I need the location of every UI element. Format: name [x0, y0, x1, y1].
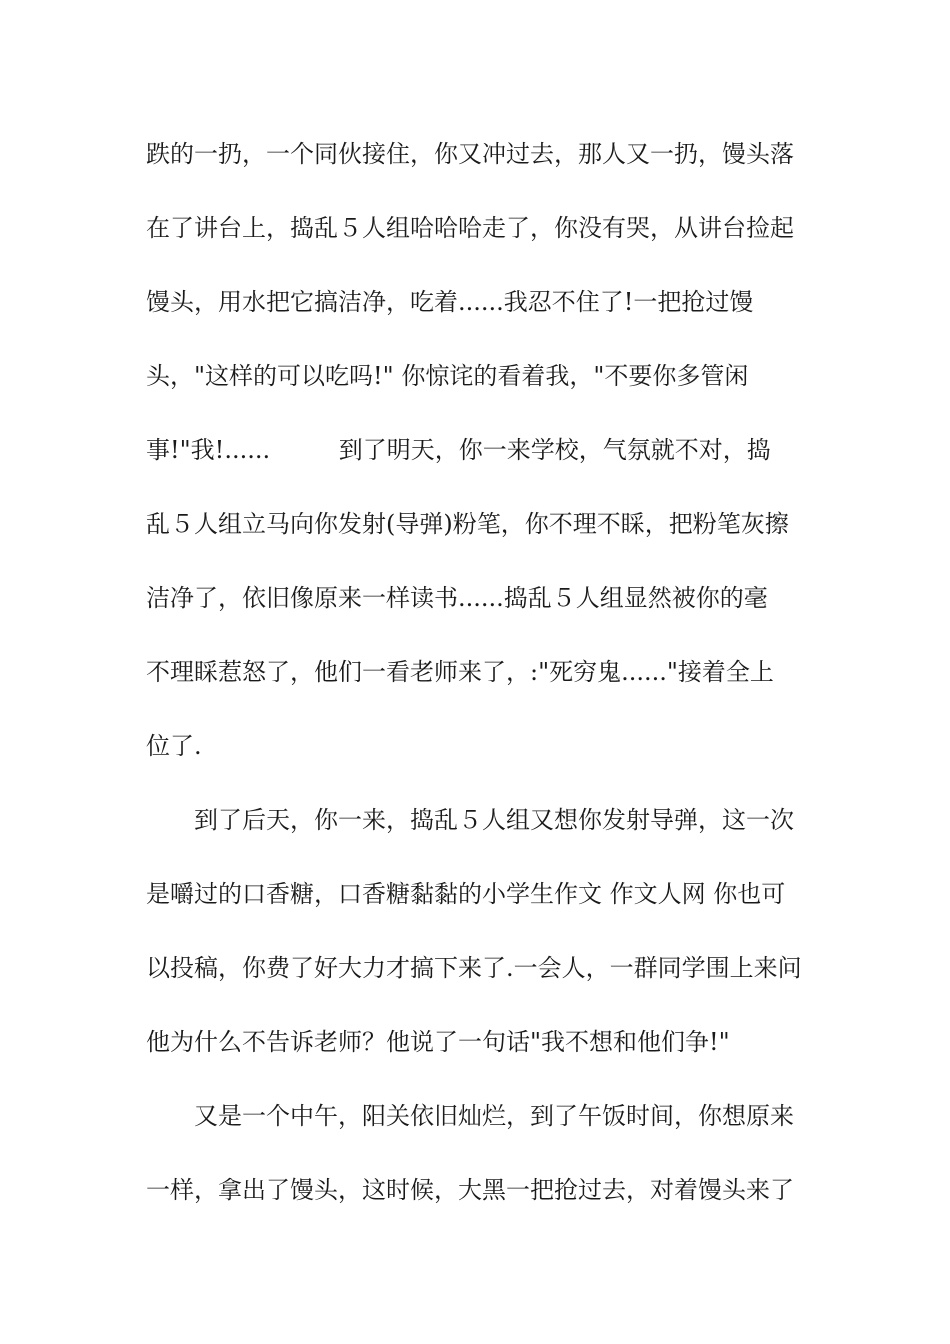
- text-line: 头，"这样的可以吃吗!" 你惊诧的看着我，"不要你多管闲: [146, 362, 749, 390]
- text-line: 乱５人组立马向你发射(导弹)粉笔，你不理不睬，把粉笔灰擦: [146, 510, 789, 538]
- text-line: 位了.: [146, 732, 202, 760]
- paragraph-first-line: 又是一个中午，阳关依旧灿烂，到了午饭时间，你想原来: [194, 1102, 794, 1130]
- text-line: 在了讲台上，捣乱５人组哈哈哈走了，你没有哭，从讲台捡起: [146, 214, 794, 242]
- text-line: 洁净了，依旧像原来一样读书......捣乱５人组显然被你的毫: [146, 584, 768, 612]
- text-line: 一样，拿出了馒头，这时候，大黑一把抢过去，对着馒头来了: [146, 1176, 794, 1204]
- text-line: 跌的一扔，一个同伙接住，你又冲过去，那人又一扔，馒头落: [146, 140, 794, 168]
- paragraph-first-line: 到了后天，你一来，捣乱５人组又想你发射导弹，这一次: [194, 806, 794, 834]
- text-line: 以投稿，你费了好大力才搞下来了.一会人，一群同学围上来问: [146, 954, 802, 982]
- text-line: 是嚼过的口香糖，口香糖黏黏的小学生作文 作文人网 你也可: [146, 880, 786, 908]
- text-line: 事!"我!...... 到了明天，你一来学校，气氛就不对，捣: [146, 436, 771, 464]
- text-line: 他为什么不告诉老师？他说了一句话"我不想和他们争!": [146, 1028, 730, 1056]
- text-line: 不理睬惹怒了，他们一看老师来了，:"死穷鬼......"接着全上: [146, 658, 774, 686]
- text-line: 馒头，用水把它搞洁净，吃着......我忍不住了!一把抢过馒: [146, 288, 754, 316]
